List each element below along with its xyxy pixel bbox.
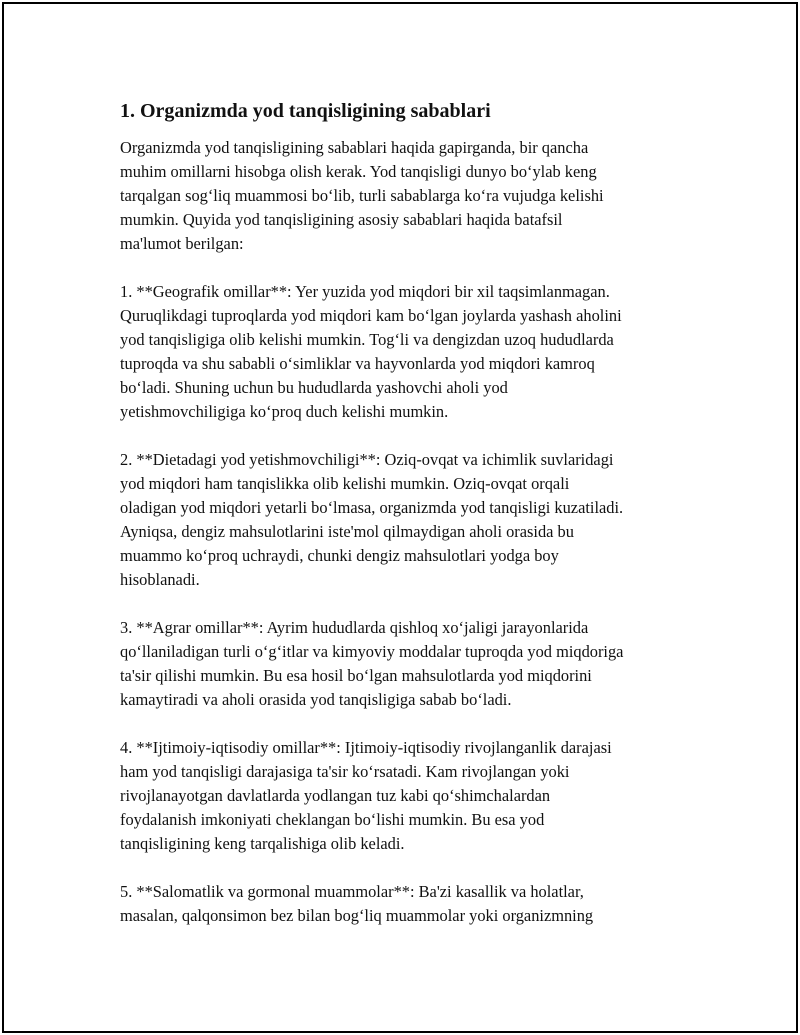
document-page [2,2,798,1033]
body-text: Organizmda yod tanqisligining sabablari haqida gapirganda, bir qancha muhim omillarni hisobga olish kerak. Yod tanqisligi dunyo bo‘ylab keng tarqalgan sog‘liq muammosi bo‘lib, turli sabablarga ko‘ra vujudga kelishi mumkin. Quyida yod tanqisligining asosiy sabablari haqida batafsil ma'lumot berilgan: 1. **Geografik omillar**: Yer yuzida yod miqdori bir xil taqsimlanmagan. Quruqlikdagi tuproqlarda yod miqdori kam bo‘lgan joylarda yashash aholini yod tanqisligiga olib kelishi mumkin. Tog‘li va dengizdan uzoq hududlarda tuproqda va shu sababli o‘simliklar va hayvonlarda yod miqdori kamroq bo‘ladi. Shuning uchun bu hududlarda yashovchi aholi yod yetishmovchiligiga ko‘proq duch kelishi mumkin. 2. **Dietadagi yod yetishmovchiligi**: Oziq-ovqat va ichimlik suvlaridagi yod miqdori ham tanqislikka olib kelishi mumkin. Oziq-ovqat orqali oladigan yod miqdori yetarli bo‘lmasa, organizmda yod tanqisligi kuzatiladi. Ayniqsa, dengiz mahsulotlarini iste'mol qilmaydigan aholi orasida bu muammo ko‘proq uchraydi, chunki dengiz mahsulotlari yodga boy hisoblanadi. 3. **Agrar omillar**: Ayrim hududlarda qishloq xo‘jaligi jarayonlarida qo‘llaniladigan turli o‘g‘itlar va kimyoviy moddalar tuproqda yod miqdoriga ta'sir qilishi mumkin. Bu esa hosil bo‘lgan mahsulotlarda yod miqdorini kamaytiradi va aholi orasida yod tanqisligiga sabab bo‘ladi. 4. **Ijtimoiy-iqtisodiy omillar**: Ijtimoiy-iqtisodiy rivojlanganlik darajasi ham yod tanqisligi darajasiga ta'sir ko‘rsatadi. Kam rivojlangan yoki rivojlanayotgan davlatlarda yodlangan tuz kabi qo‘shimchalardan foydalanish imkoniyati cheklangan bo‘lishi mumkin. Bu esa yod tanqisligining keng tarqalishiga olib keladi. 5. **Salomatlik va gormonal muammolar**: Ba'zi kasallik va holatlar, masalan, qalqonsimon bez bilan bog‘liq muammolar yoki organizmning [120,138,624,925]
document-content [120,98,700,928]
section-heading: 1. Organizmda yod tanqisligining sabablari [120,100,491,122]
